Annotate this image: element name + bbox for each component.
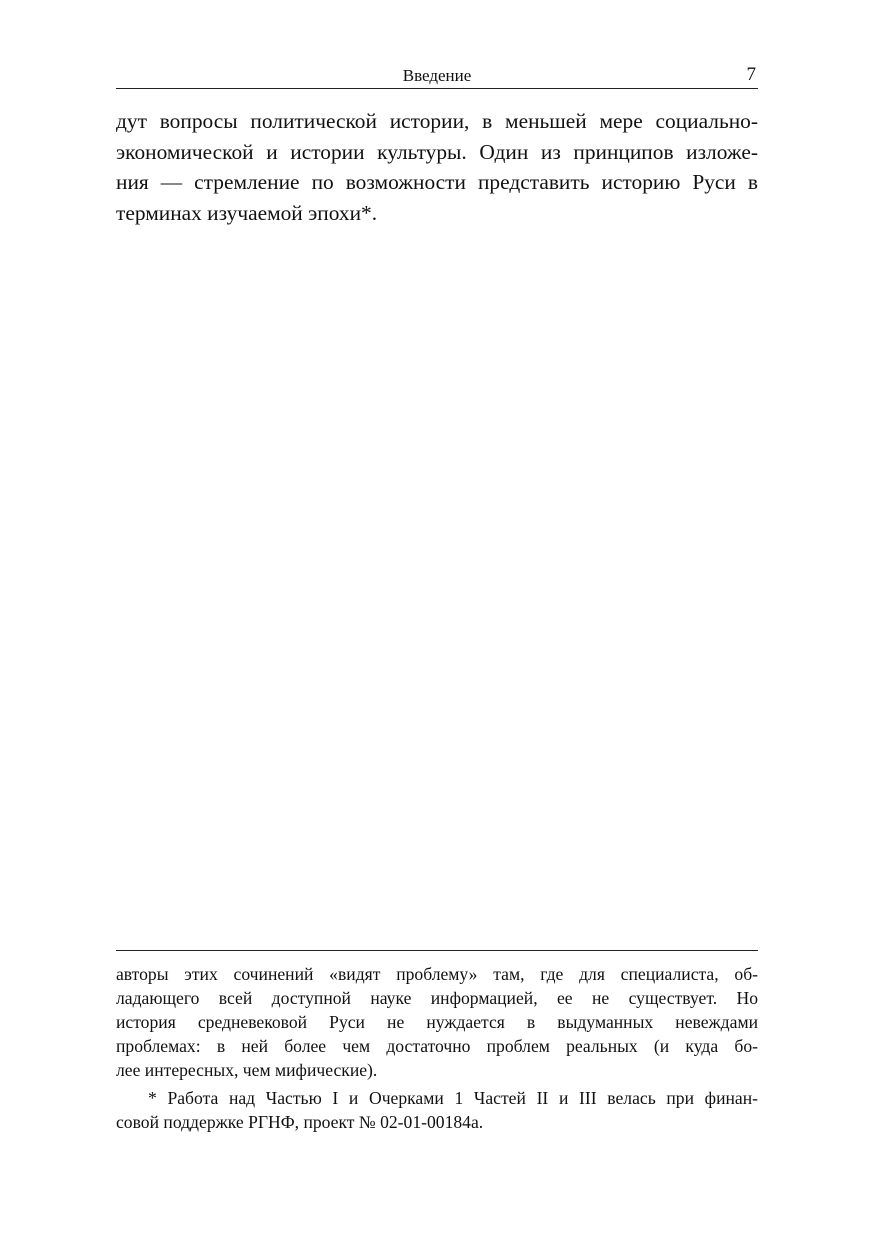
footnote-continued <box>116 962 758 1082</box>
footnote-separator <box>116 950 758 951</box>
footnote-line: авторы этих сочинений «видят проблему» там, где для специалиста, об- <box>116 964 758 984</box>
footnote-asterisk <box>116 1086 758 1134</box>
body-line: дут вопросы политической истории, в меньшей мере социально- <box>116 109 758 133</box>
footnote-line: лее интересных, чем мифические). <box>116 1060 378 1080</box>
body-line: ния — стремление по возможности представить историю Руси в <box>116 170 758 194</box>
footnote-line: проблемах: в ней более чем достаточно проблем реальных (и куда бо- <box>116 1036 758 1056</box>
body-line: терминах изучаемой эпохи*. <box>116 200 378 225</box>
running-header <box>116 64 758 89</box>
footnote-line: совой поддержке РГНФ, проект № 02-01-00184а. <box>116 1112 484 1132</box>
body-paragraph <box>116 106 758 228</box>
page-number: 7 <box>746 64 756 85</box>
footnotes <box>116 962 758 1134</box>
footnote-line: ладающего всей доступной науке информацией, ее не существует. Но <box>116 988 758 1008</box>
footnote-line: * Работа над Частью I и Очерками 1 Частей II и III велась при финан- <box>148 1088 758 1108</box>
footnote-line: история средневековой Руси не нуждается в выдуманных невеждами <box>116 1012 758 1032</box>
running-head-title: Введение <box>402 66 472 85</box>
body-line: экономической и истории культуры. Один из принципов изложе- <box>116 139 758 164</box>
